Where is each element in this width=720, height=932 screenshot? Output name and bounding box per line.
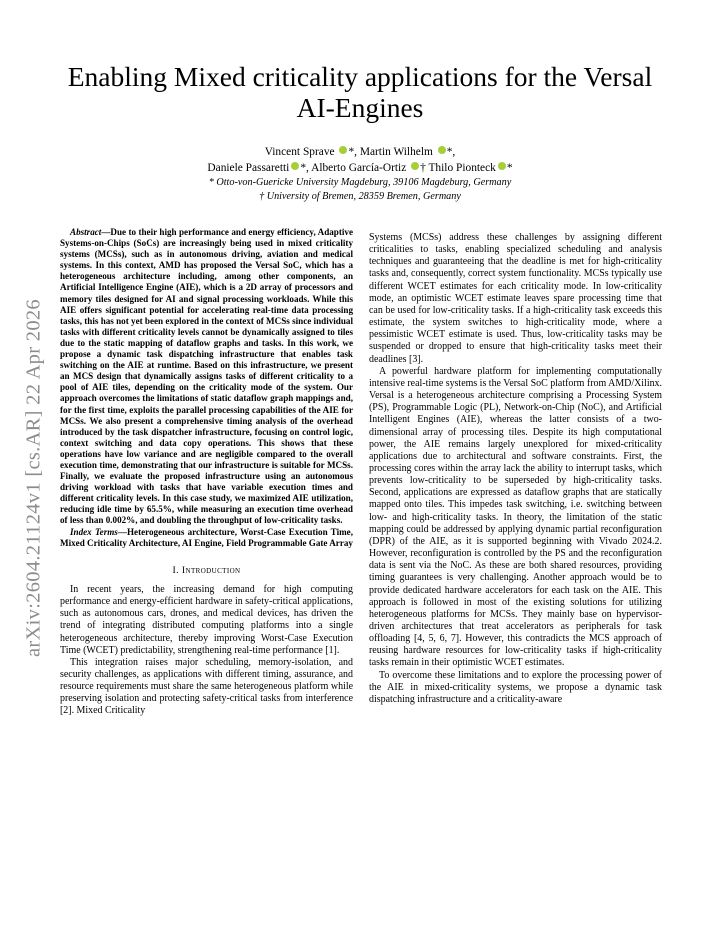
author-name: Daniele Passaretti	[207, 161, 290, 174]
right-paragraph-2: A powerful hardware platform for implementing computationally intensive real-time systems is the Versal SoC platform from AMD/Xilinx. Versal is a heterogeneous architecture comprising a Processing System (PS), Programmable Logic (PL), Network-on-Chip (NoC), and Artificial Intelligent Engines (AIE), whereas the latter consists of a two-dimensional array of processing tiles. Despite its high computational power, the AIE remains largely unexplored for mixed-criticality applications due to architectural and software constraints. First, the processing cores within the array lack the ability to interrupt tasks, which prevents low-criticality to be superseded by high-criticality tasks. Second, applications are expressed as dataflow graphs that are statically mapped onto tiles. This impedes task switching, i.e. switching between low- and high-criticality tasks. In theory, the limitation of the static mapping could be addressed by applying dynamic partial reconfiguration (DPR) of the AIE, as it is supported beginning with Vivado 2024.2. However, reconfiguration is controlled by the PS and the reconfiguration data is sent via the NoC. As these are both shared resources, providing timing guarantees is very challenging. Another approach would be to provide dedicated hardware accelerators for each task on the AIE. This approach is followed in most of the existing solutions for utilizing heterogeneous platforms for MCSs. They mainly base on hypervisor-driven architectures that treat accelerators as peripherals for task offloading [4, 5, 6, 7]. However, this contradicts the MCS approach of reusing hardware resources for low-criticality tasks if high-criticality tasks remain in their optimistic WCET estimates.	[369, 365, 662, 669]
index-terms-text: —Heterogeneous architecture, Worst-Case Execution Time, Mixed Criticality Architecture, AI Engine, Field Programmable Gate Array	[60, 526, 353, 548]
section-heading-introduction: I. Introduction	[172, 564, 241, 576]
intro-paragraph-2: This integration raises major scheduling, memory-isolation, and security challenges, as applications with different timing, assurance, and resource requirements must share the same heterogeneous platform while preserving isolation and protecting safety-critical tasks from interference [2]. Mixed Criticality	[60, 656, 353, 717]
author-name: *, Alberto García-Ortiz	[300, 161, 410, 174]
affiliation-1: * Otto-von-Guericke University Magdeburg, 39106 Magdeburg, Germany	[208, 177, 512, 188]
abstract	[60, 227, 353, 527]
index-terms-lead: Index Terms	[70, 526, 118, 537]
orcid-icon[interactable]	[291, 162, 299, 170]
author-name: *,	[446, 146, 456, 158]
author-name: *, Martin Wilhelm	[348, 146, 436, 158]
abstract-text: —Due to their high performance and energy efficiency, Adaptive Systems-on-Chips (SoCs) are increasingly being used in mixed criticality systems (MCSs), such as in autonomous driving, aviation and medical systems. In this context, AMD has proposed the Versal SoC, which has a heterogeneous architecture including, among other components, an Artificial Intelligence Engine (AIE), which is a 2D array of processors and memory tiles designed for AI and signal processing workloads. While this AIE offers significant potential for accelerating real-time data processing tasks, this has not yet been explored in the context of MCSs since individual tasks with different criticality levels cannot be dynamically assigned to tiles due to the static mapping of dataflow graphs and tasks. In this work, we propose a dynamic task dispatching infrastructure that enables task switching on the AIE at runtime. Based on this infrastructure, we present an MCS design that dynamically assigns tasks of different criticality to a pool of AIE tiles, depending on the criticality mode of the system. Our approach overcomes the limitations of static dataflow graph mappings and, for the first time, exploits the parallel processing capabilities of the AIE for MCSs. We also present a comprehensive timing analysis of the overhead introduced by the task dispatcher infrastructure, focusing on control logic, context switching and data copy operations. This shows that these operations have low variance and are negligible compared to the overall execution time, demonstrating that our infrastructure is suitable for MCSs. Finally, we evaluate the proposed infrastructure using an autonomous driving workload with tasks that have variable execution times and different criticality levels. In this case study, we maximized AIE utilization, reducing idle time by 65.5%, while measuring an execution time overhead of less than 0.002%, and doubling the throughput of low-criticality tasks.	[60, 227, 353, 526]
right-column	[369, 232, 662, 706]
author-line-2	[60, 161, 660, 177]
orcid-icon[interactable]	[339, 146, 347, 154]
orcid-icon[interactable]	[498, 162, 506, 170]
author-line-1	[60, 145, 660, 161]
author-block	[60, 145, 660, 204]
author-name: † Thilo Pionteck	[420, 161, 496, 174]
author-name: *	[506, 161, 513, 174]
arxiv-identifier-stamp	[14, 268, 54, 688]
right-paragraph-1: Systems (MCSs) address these challenges by assigning different criticalities to tasks, enabling specialized scheduling and analysis techniques and guaranteeing that the deadline is met for high-criticality tasks and, consequently, correct system functionality. MCSs typically use different WCET estimates for each criticality mode. In low-criticality mode, an optimistic WCET estimate leaves spare processing time that can be used for low-criticality tasks. If a high-criticality task exceeds this estimate, the system switches to high-criticality mode, where a pessimistic WCET estimate is used. Thus, low-criticality tasks may be suspended or dropped to ensure that high-criticality tasks meet their deadlines [3].	[369, 232, 662, 365]
paper-title: Enabling Mixed criticality applications for the Versal AI-Engines	[67, 61, 653, 123]
affiliation-2: † University of Bremen, 28359 Bremen, Germany	[259, 191, 461, 202]
index-terms	[60, 527, 353, 549]
intro-paragraph-1: In recent years, the increasing demand for high computing performance and energy-efficient hardware in safety-critical applications, such as autonomous cars, drones, and medical devices, has driven the trend of integrating distributed computing platforms into a single heterogeneous architecture, thereby improving Worst-Case Execution Time (WCET) predictability, strengthening real-time performance [1].	[60, 583, 353, 656]
arxiv-identifier-text: arXiv:2604.21124v1 [cs.AR] 22 Apr 2026	[22, 299, 45, 657]
author-name: Vincent Sprave	[264, 146, 335, 158]
right-paragraph-3: To overcome these limitations and to explore the processing power of the AIE in mixed-criticality systems, we propose a dynamic task dispatching infrastructure and a criticality-aware	[369, 669, 662, 705]
orcid-icon[interactable]	[411, 162, 419, 170]
left-column	[60, 227, 353, 718]
orcid-icon[interactable]	[438, 146, 446, 154]
abstract-lead: Abstract	[70, 227, 102, 237]
